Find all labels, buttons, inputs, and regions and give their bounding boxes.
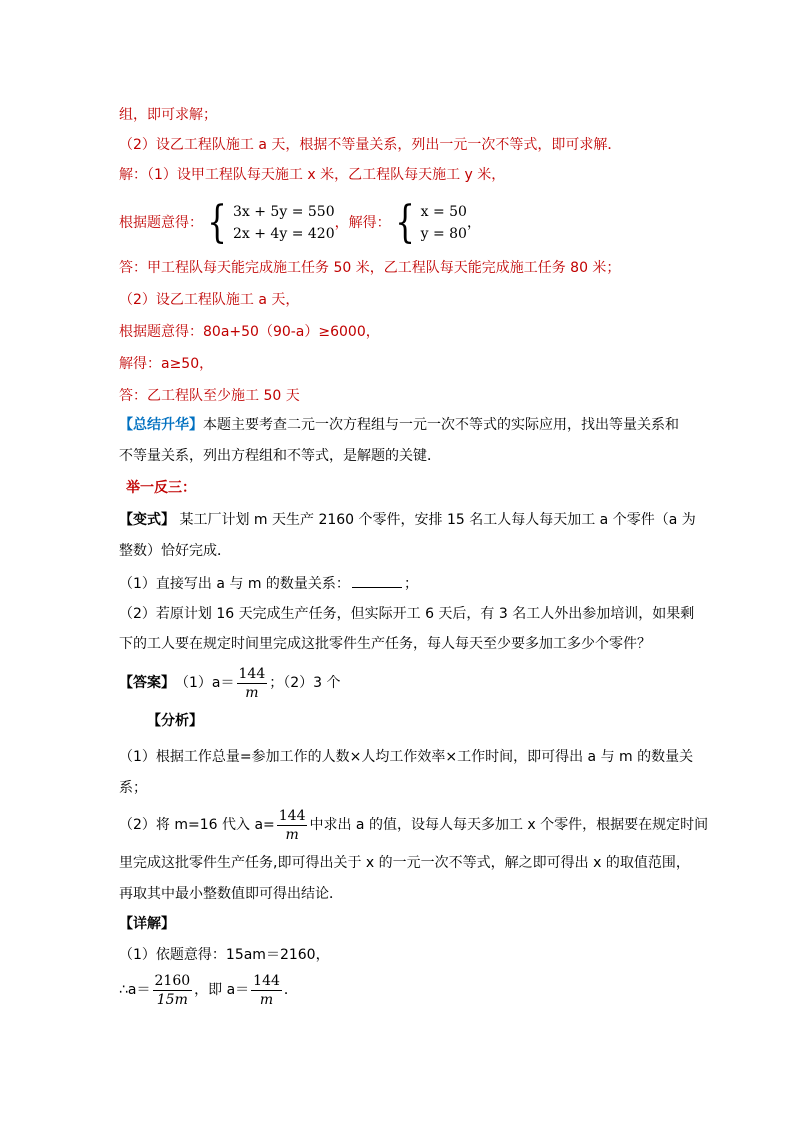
question-line (119, 573, 418, 594)
variant-line (119, 510, 696, 530)
text-line: 系； (119, 780, 147, 796)
text-line: 答：乙工程队至少施工 50 天 (119, 388, 300, 404)
text-fragment: （1）直接写出 a 与 m 的数量关系： (119, 576, 350, 592)
text-line: 里完成这批零件生产任务,即可得出关于 x 的一元一次不等式，解之即可得出 x 的取值范围， (119, 855, 690, 871)
solution-system (391, 197, 467, 248)
fraction-numerator: 2160 (154, 972, 191, 989)
equation-row: 3x + 5y = 550 (233, 204, 335, 220)
text-line: 整数）恰好完成． (119, 543, 231, 559)
fraction-numerator: 144 (278, 807, 306, 824)
analysis-line (119, 804, 708, 846)
fraction-denominator: m (285, 826, 299, 843)
text-fragment: 本题主要考查二元一次方程组与一元一次不等式的实际应用，找出等量关系和 (203, 417, 679, 433)
equation-row: 2x + 4y = 420 (233, 226, 335, 242)
fraction-denominator: m (259, 991, 274, 1008)
text-line: 答：甲工程队每天能完成施工任务 50 米，乙工程队每天能完成施工任务 80 米； (119, 260, 621, 276)
fraction-numerator: 144 (253, 972, 280, 989)
brace-symbol: { (394, 197, 415, 248)
equation-line (119, 198, 481, 248)
text-line: （2）设乙工程队施工 a 天， (119, 292, 300, 308)
summary-tag: 【总结升华】 (119, 417, 203, 433)
text-line: （1）依题意得：15am＝2160， (119, 947, 330, 963)
text-line: （2）若原计划 16 天完成生产任务，但实际开工 6 天后，有 3 名工人外出参加培训，如果剩 (119, 606, 695, 622)
text-line: 根据题意得：80a+50（90-a）≥6000， (119, 324, 380, 340)
fraction-numerator: 144 (238, 665, 266, 682)
section-heading: 举一反三： (126, 480, 196, 496)
text-fragment: ． (283, 982, 298, 998)
variant-tag: 【变式】 (119, 512, 175, 528)
summary-line (119, 415, 679, 435)
text-fragment: 某工厂计划 m 天生产 2160 个零件，安排 15 名工人每人每天加工 a 个零件（a 为 (175, 512, 696, 528)
fraction-denominator: 15m (156, 991, 188, 1008)
text-line: 下的工人要在规定时间里完成这批零件生产任务，每人每天至少要多加工多少个零件？ (119, 636, 651, 652)
text-line: （1）根据工作总量=参加工作的人数×人均工作效率×工作时间，即可得出 a 与 m 的数量关 (119, 749, 694, 765)
text-line: 解得：a≥50， (119, 356, 214, 372)
fraction (153, 972, 193, 1009)
fraction (277, 807, 308, 844)
analysis-tag: 【分析】 (147, 713, 203, 729)
detail-formula-line (119, 968, 298, 1012)
text-fragment: 根据题意得： (119, 215, 203, 231)
fraction (237, 665, 268, 702)
text-fragment: ；（2）3 个 (269, 675, 341, 691)
text-fragment: ； (403, 576, 418, 592)
answer-tag: 【答案】 (119, 675, 175, 691)
text-line: 不等量关系，列出方程组和不等式，是解题的关键． (119, 448, 441, 464)
text-fragment: 中求出 a 的值，设每人每天多加工 x 个零件，根据要在规定时间 (309, 817, 709, 833)
text-fragment: ，即 a＝ (194, 982, 250, 998)
answer-blank (352, 573, 402, 588)
text-fragment: ∴a＝ (119, 982, 151, 998)
brace-symbol: { (207, 197, 227, 248)
fraction (251, 972, 282, 1009)
answer-line (119, 662, 341, 704)
fraction-denominator: m (245, 684, 259, 701)
text-fragment: ，解得： (334, 215, 391, 231)
text-line: 再取其中最小整数值即可得出结论． (119, 886, 343, 902)
text-line: （2）设乙工程队施工 a 天，根据不等量关系，列出一元一次不等式，即可求解． (119, 137, 622, 153)
text-fragment: （1）a＝ (175, 675, 235, 691)
equation-system (203, 197, 335, 248)
equation-row: y = 80 (420, 226, 467, 242)
detail-tag: 【详解】 (119, 916, 175, 932)
equation-row: x = 50 (420, 204, 467, 220)
text-fragment: （2）将 m=16 代入 a= (119, 817, 275, 833)
text-line: 解：（1）设甲工程队每天施工 x 米，乙工程队每天施工 y 米， (119, 167, 506, 183)
text-fragment: ， (466, 215, 481, 231)
text-line: 组，即可求解； (119, 107, 217, 123)
